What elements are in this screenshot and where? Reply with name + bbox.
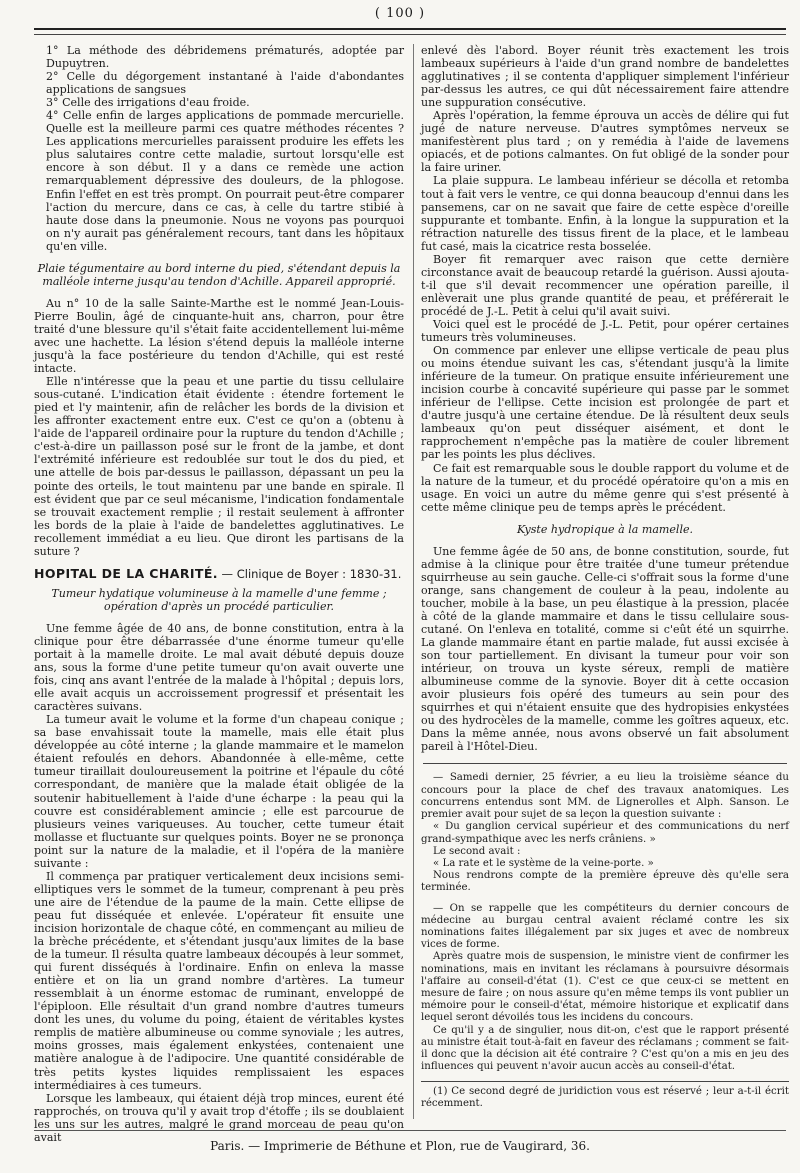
paragraph: La plaie suppura. Le lambeau inférieur se décolla et retomba tout à fait vers le ventre, ce qui donna beaucoup d'ennui dans les pansemens, car on ne savait que faire de cette espèce d'oreille suppurante et tombante. Enfin, à la longue la suppuration et la rétraction naturelle des tissus firent de la place, et le lambeau fut casé, mais la cicatrice resta bosselée. [421,174,789,253]
footer-rule [34,1130,786,1131]
footnote: (1) Ce second degré de juridiction vous est réservé ; leur a-t-il écrit récemment. [421,1086,789,1110]
method-item-1: 1° La méthode des débridemens prématurés, adoptée par Dupuytren. [46,44,404,71]
page-number: ( 100 ) [374,6,426,21]
paragraph: Elle n'intéresse que la peau et une partie du tissu cellulaire sous-cutané. L'indication était évidente : étendre fortement le pied et l'y maintenir, afin de relâcher les bords de la division et les affronter exactement entre eux. C'est ce qu'on a (obtenu à l'aide de l'appareil ordinaire pour la rupture du tendon d'Achille ; c'est-à-dire un paillasson posé sur le front de la jambe, et dont l'extrémité inférieure est redoublée sur tout le dos du pied, et une attelle de bois par-dessus le paillasson, dépassant un peu la pointe des orteils, le tout maintenu par une bande en spirale. Il est évident que par ce seul mécanisme, l'indication fondamentale se trouvait exactement remplie ; il restait seulement à affronter les bords de la plaie à l'aide de bandelettes agglutinatives. Le recollement immédiat a eu lieu. Que diront les partisans de la suture ? [34,375,404,558]
paragraph: Une femme âgée de 50 ans, de bonne constitution, sourde, fut admise à la clinique pour être traitée d'une tumeur prétendue squirrheuse au sein gauche. Celle-ci s'offrait sous la forme d'une orange, sans changement de couleur à la peau, indolente au toucher, mobile à la base, un peu élastique à la pression, placée à côté de la glande mammaire et dans le tissu cellulaire sous-cutané. On l'enleva en totalité, comme si c'eût été un squirrhe. La glande mammaire étant en partie malade, fut aussi excisée à son tour partiellement. En divisant la tumeur pour voir son intérieur, on trouva un kyste séreux, rempli de matière albumineuse comme de la synovie. Boyer dit à cette occasion avoir plusieurs fois opéré des tumeurs au sein pour des squirrhes et qui n'étaient ensuite que des hydropisies enkystées ou des hydrocèles de la mamelle, comme les goîtres aqueux, etc. Dans la même année, nous avons observé un fait absolument pareil à l'Hôtel-Dieu. [421,544,789,754]
news-notes [421,772,789,1073]
section-title-kyste: Kyste hydropique à la mamelle. [516,522,694,536]
news-quote: « Du ganglion cervical supérieur et des communications du nerf grand-sympathique avec les nerfs crâniens. » [421,821,789,845]
header-rule-thin [34,34,786,35]
method-item-4: 4° Celle enfin de larges applications de pommade mercurielle. Quelle est la meilleure parmi ces quatre méthodes récentes ? Les applications mercurielles paraissent produire les effets les plus salutaires contre cette maladie, surtout lorsqu'elle est encore à son début. Il y a dans ce remède une action remarquablement dépressive des douleurs, de la phlogose. Enfin l'effet en est très prompt. On pourrait peut-être comparer l'action du mercure, dans ce cas, à celle du tartre stibié à haute dose dans la pneumonie. Nous ne voyons pas pourquoi on n'y aurait pas généralement recours, tant dans les hôpitaux qu'en ville. [46,109,404,253]
footnote-rule [421,1081,789,1082]
header-rule [34,28,786,30]
column-separator [413,44,414,1119]
method-item-2: 2° Celle du dégorgement instantané à l'aide d'abondantes applications de sangsues [46,70,404,97]
paragraph: Après l'opération, la femme éprouva un accès de délire qui fut jugé de nature nerveuse. D'autres symptômes nerveux se manifestèrent plus tard ; on y remédia à l'aide de lavemens opiacés, et de potions calmantes. On fut obligé de la sonder pour la faire uriner. [421,109,789,175]
paragraph: Voici quel est le procédé de J.-L. Petit, pour opérer certaines tumeurs très volumineuses. [421,317,789,345]
section-title-plaie: Plaie tégumentaire au bord interne du pied, s'étendant depuis la malléole interne jusqu'au tendon d'Achille. Appareil approprié. [37,261,401,288]
imprint: Paris. — Imprimerie de Béthune et Plon, rue de Vaugirard, 36. [210,1139,590,1153]
method-item-3: 3° Celle des irrigations d'eau froide. [46,96,250,110]
paragraph: Il commença par pratiquer verticalement deux incisions semi-elliptiques vers le sommet de la tumeur, comprenant à peu près une aire de l'étendue de la paume de la main. Cette ellipse de peau fut disséquée et enlevée. L'opérateur fit ensuite une incision horizontale de chaque côté, en commençant au milieu de la brèche précédente, et s'étendant jusqu'aux limites de la base de la tumeur. Il résulta quatre lambeaux découpés à leur sommet, qui furent disséqués à l'ordinaire. Enfin on enleva la masse entière et on lia un grand nombre d'artères. La tumeur ressemblait à un énorme estomac de ruminant, enveloppé de l'épiploon. Elle résultait d'un grand nombre d'autres tumeurs dont les unes, du volume du poing, étaient de véritables kystes remplis de matière albumineuse ou comme synoviale ; les autres, moins grosses, mais également enkystées, contenaient une matière analogue à de l'adipocire. Une quantité considérable de très petits kystes liquides remplissaient les espaces intermédiaires à ces tumeurs. [34,869,404,1092]
paragraph: Une femme âgée de 40 ans, de bonne constitution, entra à la clinique pour être débarrassée d'une énorme tumeur qu'elle portait à la mamelle droite. Le mal avait débuté depuis douze ans, sous la forme d'une petite tumeur qu'on avait ouverte une fois, cinq ans avant l'entrée de la malade à l'hôpital ; depuis lors, elle avait acquis un accroissement progressif et présentait les caractères suivans. [34,621,404,714]
news-item: Nous rendrons compte de la première épreuve dès qu'elle sera terminée. [421,870,789,894]
news-item: Le second avait : [433,845,521,857]
news-quote: « La rate et le système de la veine-porte. » [433,857,654,869]
paragraph: Ce fait est remarquable sous le double rapport du volume et de la nature de la tumeur, et du procédé opératoire qu'on a mis en usage. En voici un autre du même genre qui s'est présenté à cette même clinique peu de temps après le précédent. [421,461,789,514]
paragraph: On commence par enlever une ellipse verticale de peau plus ou moins étendue suivant les cas, s'étendant jusqu'à la limite inférieure de la tumeur. On pratique ensuite inférieurement une incision courbe à concavité supérieure qui passe par le sommet inférieur de l'ellipse. Cette incision est prolongée de part et d'autre jusqu'à une certaine étendue. De là résultent deux seuls lambeaux qu'on peut disséquer aisément, et dont le rapprochement n'empêche pas la matière de couler librement par les points les plus déclives. [421,344,789,462]
paragraph: La tumeur avait le volume et la forme d'un chapeau conique ; sa base envahissait toute la mamelle, mais elle était plus développée au côté interne ; la glande mammaire et le mamelon étaient refoulés en dehors. Abandonnée à elle-même, cette tumeur tiraillait douloureusement la poitrine et l'épaule du côté correspondant, de manière que la malade était obligée de la soutenir habituellement à l'aide d'une écharpe : la peau qui la couvre est considérablement amincie ; elle est parcourue de plusieurs veines variqueuses. Au toucher, cette tumeur était mollasse et fluctuante sur quelques points. Boyer ne se prononça point sur la nature de la maladie, et il l'opéra de la manière suivante : [34,713,404,870]
news-item: — Samedi dernier, 25 février, a eu lieu la troisième séance du concours pour la place de chef des travaux anatomiques. Les concurrens entendus sont MM. de Lignerolles et Alph. Sanson. Le premier avait pour sujet de sa leçon la question suivante : [421,772,789,821]
hospital-name: HOPITAL DE LA CHARITÉ. [34,565,218,581]
news-item: Après quatre mois de suspension, le ministre vient de confirmer les nominations, mais en invitant les réclamans à poursuivre désormais l'affaire au conseil-d'état (1). C'est ce que ceux-ci se mettent en mesure de faire ; on nous assure qu'en même temps ils vont publier un mémoire pour le conseil-d'état, mémoire historique et explicatif dans lequel seront dévoilés tous les incidens du concours. [421,951,789,1024]
paragraph: Boyer fit remarquer avec raison que cette dernière circonstance avait de beaucoup retardé la guérison. Aussi ajouta-t-il que s'il devait recommencer une opération pareille, il enlèverait une plus grande quantité de peau, et préférerait le procédé de J.-L. Petit à celui qu'il avait suivi. [421,252,789,318]
news-item: — On se rappelle que les compétiteurs du dernier concours de médecine au burgau central avaient réclamé contre les six nominations faites illégalement par six juges et avec de nombreux vices de forme. [421,902,789,951]
paragraph: Lorsque les lambeaux, qui étaient déjà trop minces, eurent été rapprochés, on trouva qu'il y avait trop d'étoffe ; ils se doublaient les uns sur les autres, malgré le grand morceau de peau qu'on avait [34,1091,404,1144]
section-title-tumeur: Tumeur hydatique volumineuse à la mamelle d'une femme ; opération d'après un procédé particulier. [51,586,387,613]
section-divider [423,763,787,764]
news-item: Ce qu'il y a de singulier, nous dit-on, c'est que le rapport présenté au ministre était tout-à-fait en faveur des réclamans ; comment se fait-il donc que la décision ait été contraire ? C'est qu'on a mis en jeu des influences qui peuvent n'avoir aucun accès au conseil-d'état. [421,1024,789,1073]
right-column [421,44,789,1117]
paragraph: Au n° 10 de la salle Sainte-Marthe est le nommé Jean-Louis-Pierre Boulin, âgé de cinquante-huit ans, charron, pour être traité d'une blessure qu'il s'était faite accidentellement lui-même avec une hachette. La lésion s'étend depuis la malléole interne jusqu'à la face postérieure du tendon d'Achille, qui est resté intacte. [34,296,404,376]
clinic-name: — Clinique de Boyer : 1830-31. [217,566,402,581]
left-column [34,44,404,1144]
paragraph: enlevé dès l'abord. Boyer réunit très exactement les trois lambeaux supérieurs à l'aide d'un grand nombre de bandelettes agglutinatives ; il se contenta d'appliquer simplement l'inférieur par-dessus les autres, ce qui dût nécessairement faire attendre une suppuration consécutive. [421,44,789,110]
hospital-heading [34,567,404,581]
